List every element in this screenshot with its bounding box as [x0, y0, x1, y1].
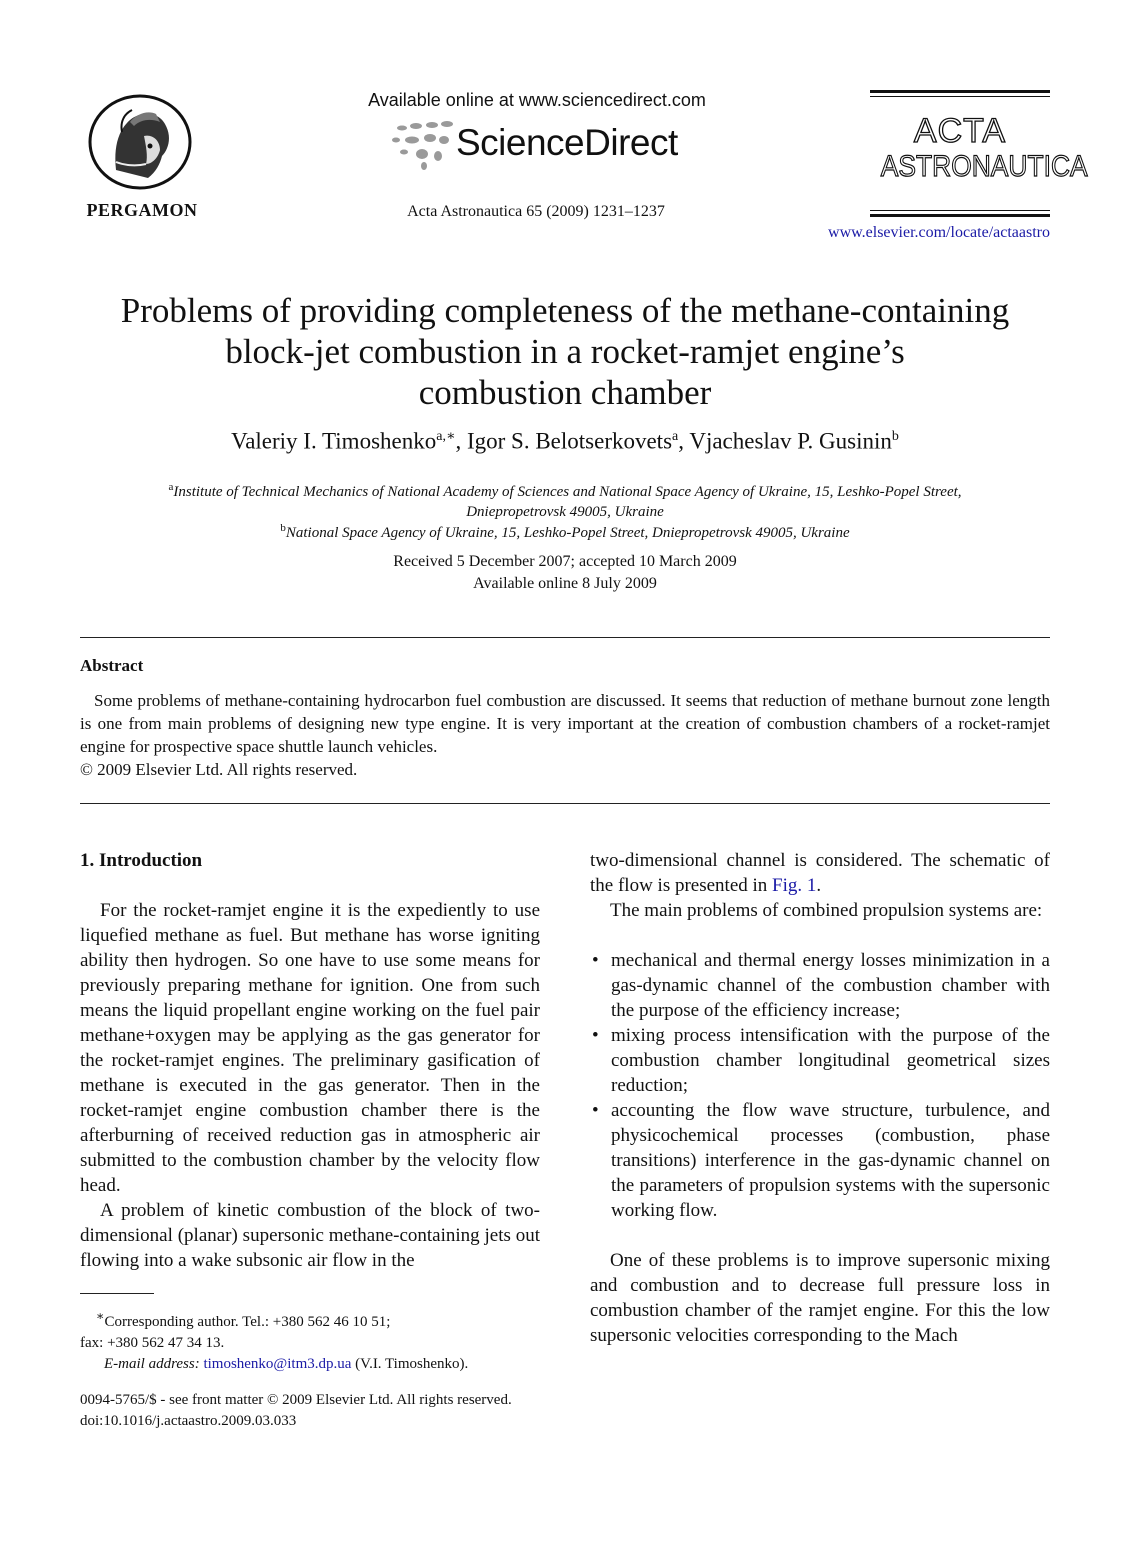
abstract-top-rule — [80, 637, 1050, 638]
affiliation-a-line1: Institute of Technical Mechanics of National Academy of Sciences and National Space Agency of Ukraine, 15, Leshko-Popel Street, — [173, 484, 962, 500]
footnote-phone: Corresponding author. Tel.: +380 562 46 10 51; — [104, 1314, 391, 1330]
sciencedirect-logo — [390, 116, 690, 172]
author-name: Valeriy I. Timoshenko — [231, 428, 437, 454]
paper-title — [80, 290, 1050, 413]
body-paragraph: For the rocket-ramjet engine it is the expediently to use liquefied methane as fuel. But methane has worse igniting ability then hydrogen. So one have to use some means for previously preparing methane for ignition. One from such means the liquid propellant engine working on the fuel pair methane+oxygen may be applying as the gas generator for the rocket-ramjet engines. The preliminary gasification of methane is executed in the gas generator. Then in the rocket-ramjet engine combustion chamber there is the afterburning of received reduction gas in atmospheric air submitted to the combustion chamber by the velocity flow head. — [80, 900, 540, 1196]
sciencedirect-wordmark: ScienceDirect — [456, 122, 678, 163]
email-label: E-mail address: — [104, 1356, 200, 1372]
footnote-rule — [80, 1293, 154, 1294]
author-name: Vjacheslav P. Gusinin — [689, 428, 892, 454]
journal-logo-line2: ASTRONAUTICA — [880, 150, 1088, 183]
author-name: Igor S. Belotserkovets — [466, 428, 673, 454]
title-line-1: Problems of providing completeness of the methane-containing — [120, 291, 1010, 330]
received-date: Received 5 December 2007; accepted 10 March 2009 — [393, 553, 737, 570]
pergamon-logo-icon — [86, 92, 194, 192]
section-heading: 1. Introduction — [80, 850, 203, 871]
author-list — [80, 428, 1050, 455]
abstract-bottom-rule — [80, 803, 1050, 804]
doi-line: doi:10.1016/j.actaastro.2009.03.033 — [80, 1413, 297, 1429]
journal-logo-line1: ACTA — [913, 112, 1007, 150]
left-column — [80, 848, 540, 1273]
journal-citation: Acta Astronautica 65 (2009) 1231–1237 — [407, 203, 665, 220]
publisher-name: PERGAMON — [86, 200, 198, 220]
author-separator: , — [455, 428, 467, 454]
title-line-2: block-jet combustion in a rocket-ramjet engine’s — [225, 332, 905, 371]
abstract-copyright: © 2009 Elsevier Ltd. All rights reserved. — [80, 760, 358, 779]
body-paragraph: The main problems of combined propulsion systems are: — [610, 900, 1043, 921]
right-column — [590, 848, 1050, 1348]
abstract-heading: Abstract — [80, 656, 144, 675]
corresponding-author-footnote — [80, 1306, 550, 1375]
author-affiliation-mark[interactable]: b — [891, 429, 899, 444]
author-affiliation-mark[interactable]: a,∗ — [436, 429, 456, 444]
author-separator: , — [678, 428, 690, 454]
affiliation-b — [80, 518, 1050, 543]
available-online-date: Available online 8 July 2009 — [473, 575, 657, 592]
author-email-link[interactable]: timoshenko@itm3.dp.ua — [203, 1356, 352, 1372]
available-online-text: Available online at www.sciencedirect.com — [368, 90, 706, 110]
footnote-mark: ∗ — [96, 1309, 105, 1323]
front-matter — [80, 1390, 600, 1432]
sciencedirect-dots-icon — [390, 116, 460, 172]
email-suffix: (V.I. Timoshenko). — [351, 1356, 469, 1372]
journal-url-link[interactable]: www.elsevier.com/locate/actaastro — [828, 224, 1050, 241]
affiliation-b-label: b — [280, 522, 286, 534]
problem-list — [590, 948, 1050, 1223]
affiliation-a-line2: Dniepropetrovsk 49005, Ukraine — [466, 504, 664, 520]
body-paragraph: two-dimensional channel is considered. The schematic of the flow is presented in Fig. 1. — [590, 850, 1050, 896]
list-item: • mechanical and thermal energy losses minimization in a gas-dynamic channel of the combustion chamber with the purpose of the efficiency increase; — [590, 948, 1050, 1023]
body-paragraph: A problem of kinetic combustion of the block of two-dimensional (planar) supersonic methane-containing jets out flowing into a wake subsonic air flow in the — [80, 1200, 540, 1271]
author-affiliation-mark[interactable]: a — [672, 429, 679, 444]
list-item: • accounting the flow wave structure, turbulence, and physicochemical processes (combustion, phase transitions) interference in the gas-dynamic channel on the parameters of propulsion systems with the supersonic working flow. — [590, 1098, 1050, 1223]
affiliation-a-label: a — [168, 481, 174, 493]
affiliation-b-line: National Space Agency of Ukraine, 15, Leshko-Popel Street, Dniepropetrovsk 49005, Ukraine — [285, 525, 850, 541]
footnote-fax: fax: +380 562 47 34 13. — [80, 1335, 225, 1351]
journal-logo — [870, 90, 1088, 222]
title-line-3: combustion chamber — [418, 373, 712, 412]
issn-line: 0094-5765/$ - see front matter © 2009 Elsevier Ltd. All rights reserved. — [80, 1392, 512, 1408]
abstract-text: Some problems of methane-containing hydrocarbon fuel combustion are discussed. It seems that reduction of methane burnout zone length is one from main problems of designing new type engine. It is very important at the creation of combustion chambers of a rocket-ramjet engine for prospective space shuttle launch vehicles. — [80, 691, 1050, 756]
figure-1-link[interactable]: Fig. 1 — [772, 875, 817, 896]
affiliation-a — [80, 477, 1050, 522]
body-paragraph: One of these problems is to improve supersonic mixing and combustion and to decrease full pressure loss in combustion chamber of the ramjet engine. For this the low supersonic velocities corresponding to the Mach — [590, 1250, 1050, 1346]
list-item: • mixing process intensification with the purpose of the combustion chamber longitudinal geometrical sizes reduction; — [590, 1023, 1050, 1098]
